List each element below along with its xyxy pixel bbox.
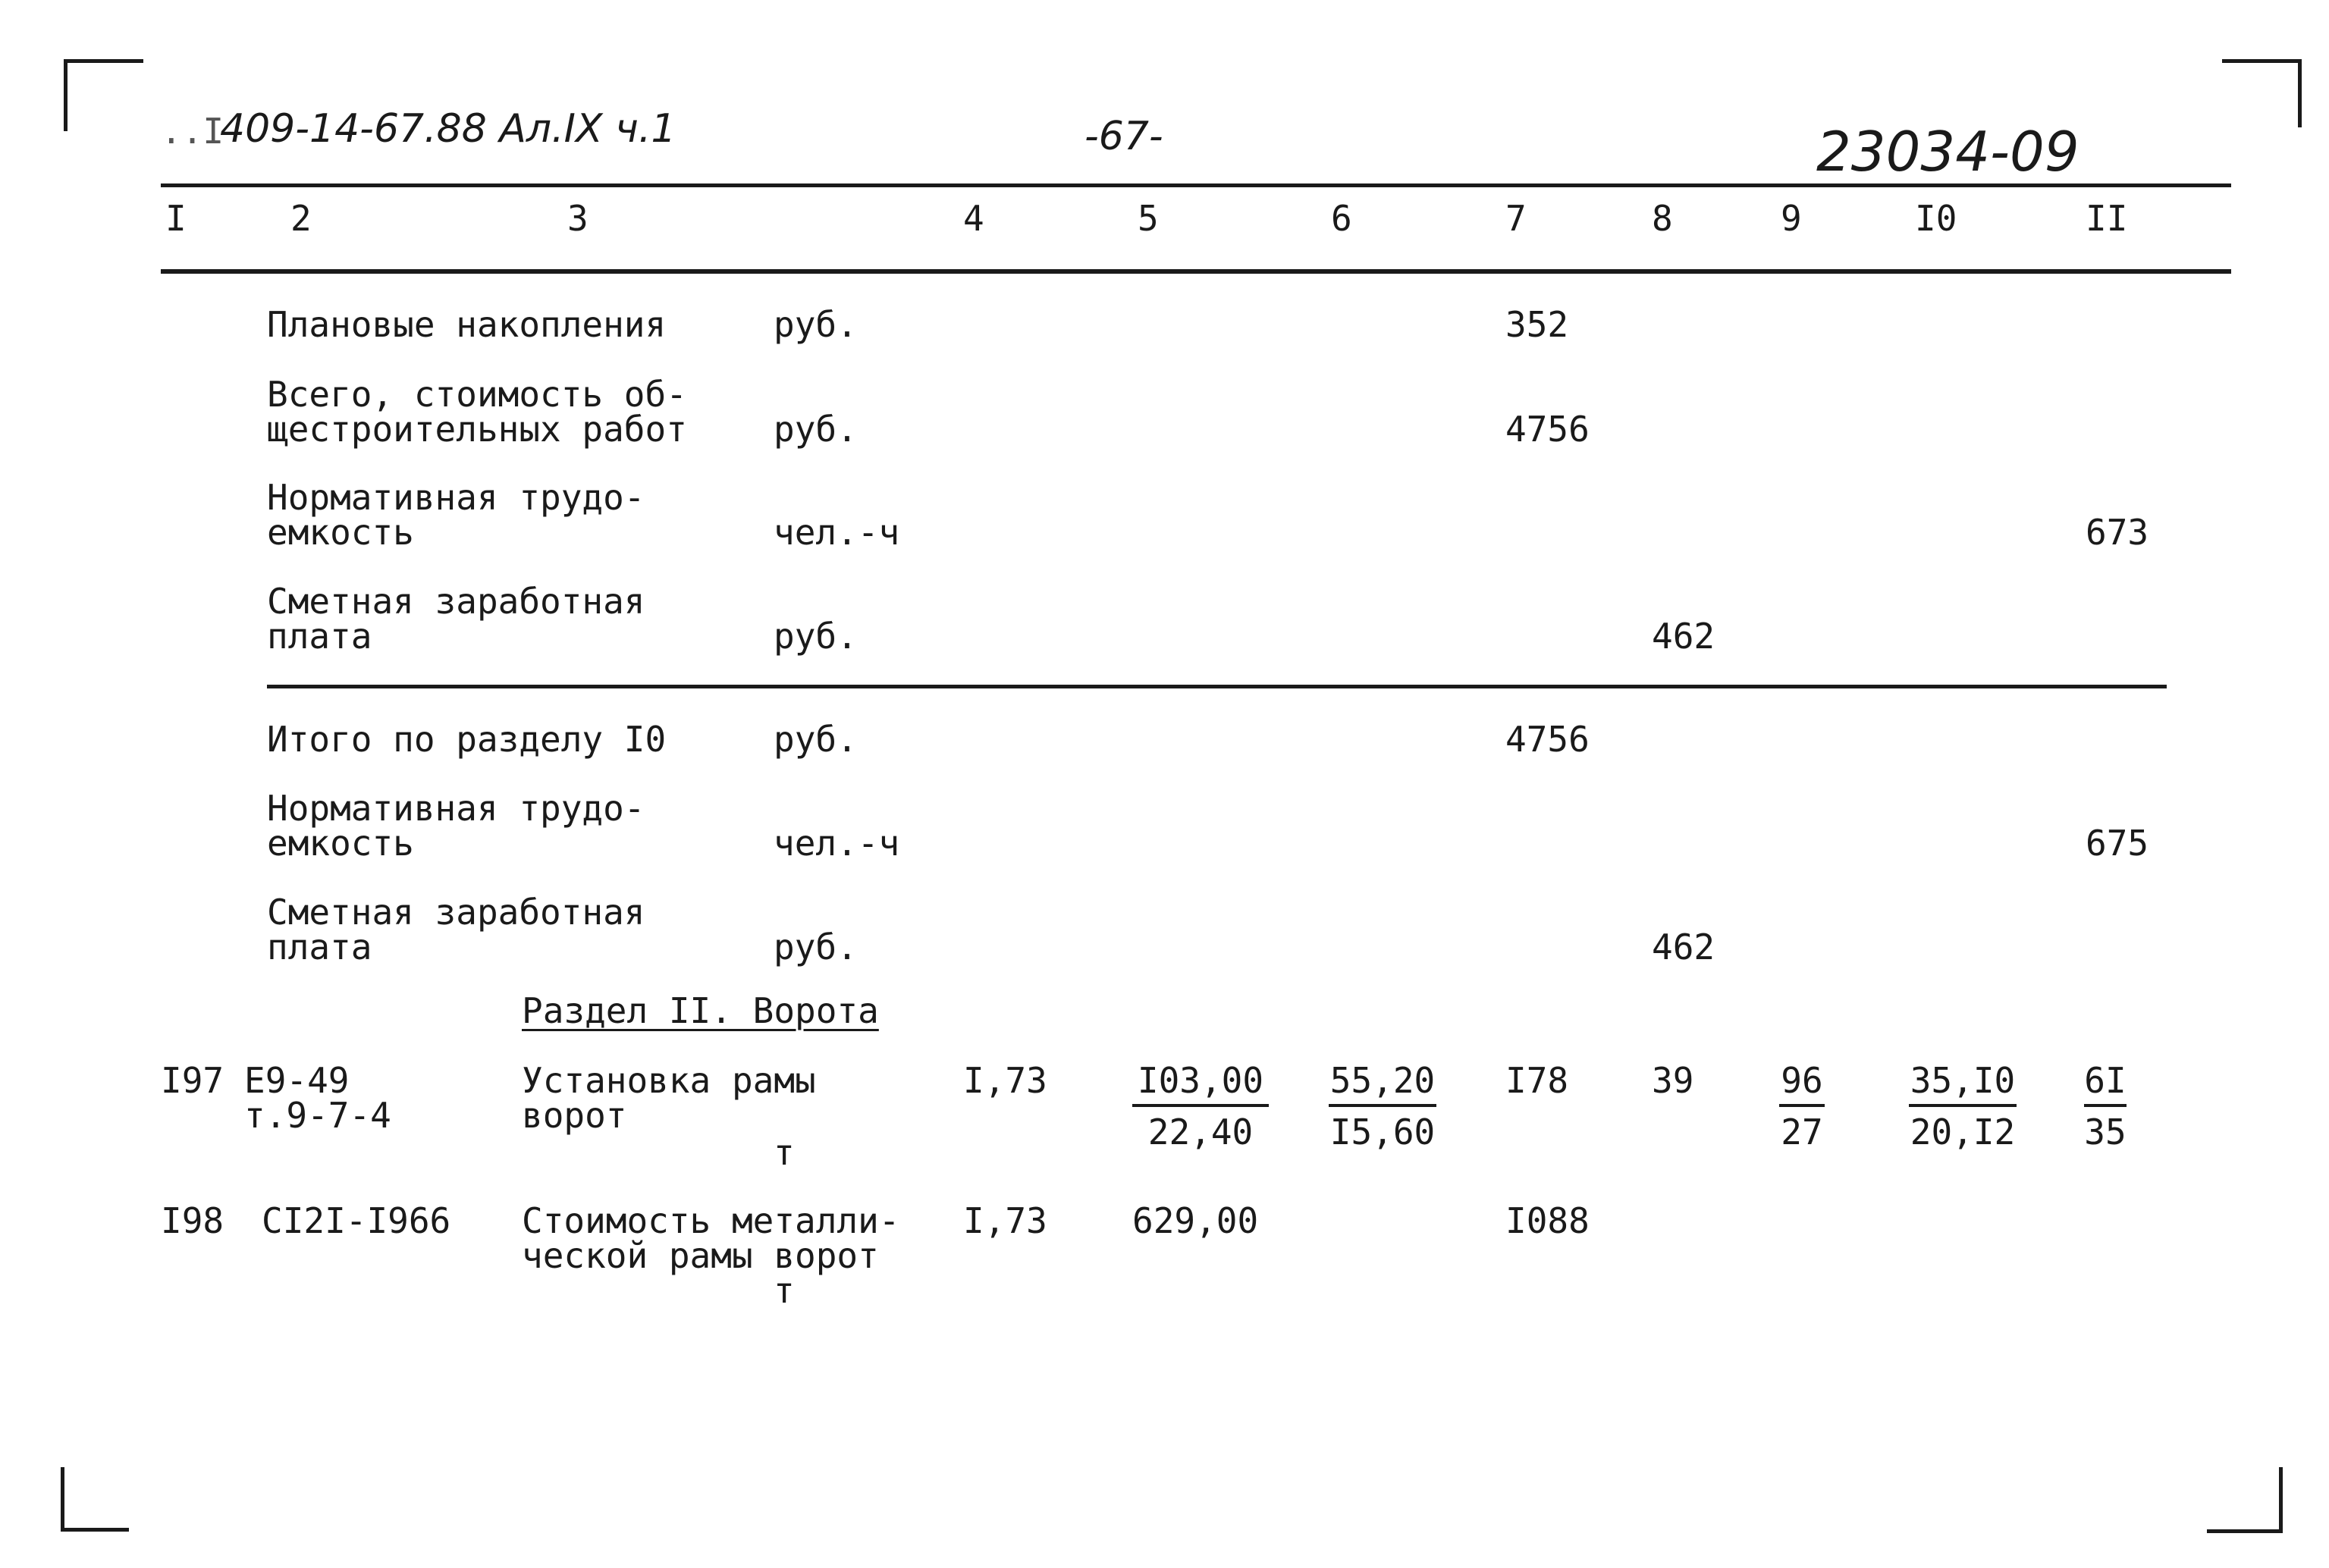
row-col11-fraction	[2084, 1060, 2127, 1152]
row-number: I98	[161, 1200, 224, 1241]
corner-mark-top-right	[2222, 59, 2302, 127]
column-header-8: 8	[1652, 198, 1673, 239]
summary-unit: чел.-ч	[774, 823, 900, 864]
row-col6-fraction	[1329, 1060, 1436, 1152]
row-col7: I088	[1505, 1200, 1590, 1241]
summary-unit: чел.-ч	[774, 512, 900, 553]
header-rule-bottom	[161, 269, 2231, 274]
summary-name: Плановые накопления	[267, 304, 667, 345]
row-unit: т	[774, 1270, 795, 1311]
doc-code: 409-14-67.88 Ал.IX ч.1	[220, 106, 676, 152]
summary-name: Нормативная трудо-	[267, 477, 645, 518]
summary-name: Сметная заработная	[267, 892, 645, 933]
summary-name-cont: плата	[267, 927, 372, 967]
summary-name-cont: плата	[267, 616, 372, 657]
row-code: СI2I-I966	[262, 1200, 451, 1241]
row-col4: I,73	[963, 1060, 1047, 1101]
row-col4: I,73	[963, 1200, 1047, 1241]
row-code-cont: т.9-7-4	[244, 1095, 391, 1136]
row-col10-fraction	[1909, 1060, 2017, 1152]
row-col7: I78	[1505, 1060, 1569, 1101]
corner-mark-bottom-left	[61, 1467, 129, 1532]
fraction-denominator: 27	[1781, 1112, 1823, 1152]
corner-mark-bottom-right	[2207, 1467, 2283, 1533]
section-divider	[267, 685, 2167, 688]
column-header-2: 2	[290, 198, 312, 239]
column-header-7: 7	[1505, 198, 1527, 239]
column-header-10: I0	[1915, 198, 1957, 239]
summary-unit: руб.	[774, 304, 858, 345]
summary-unit: руб.	[774, 616, 858, 657]
column-header-1: I	[165, 198, 187, 239]
row-unit: т	[774, 1132, 795, 1173]
page-number: -67-	[1084, 114, 1163, 159]
fraction-numerator: I03,00	[1132, 1063, 1269, 1107]
row-name-cont: ческой рамы ворот	[522, 1235, 879, 1276]
summary-value: 673	[2086, 512, 2149, 553]
column-header-3: 3	[567, 198, 589, 239]
row-name: Установка рамы	[522, 1060, 816, 1101]
summary-value: 4756	[1505, 719, 1590, 760]
summary-name-cont: щестроительных работ	[267, 409, 687, 450]
column-header-6: 6	[1331, 198, 1352, 239]
section-heading: Раздел II. Ворота	[522, 990, 879, 1031]
row-number: I97	[161, 1060, 224, 1101]
column-header-9: 9	[1781, 198, 1802, 239]
summary-unit: руб.	[774, 927, 858, 967]
fraction-denominator: 22,40	[1147, 1112, 1254, 1152]
row-col8: 39	[1652, 1060, 1694, 1101]
fraction-numerator: 35,I0	[1909, 1063, 2017, 1107]
summary-name: Итого по разделу I0	[267, 719, 667, 760]
inventory-number: 23034-09	[1816, 120, 2079, 183]
row-name: Стоимость металли-	[522, 1200, 900, 1241]
row-col5: 629,00	[1132, 1200, 1259, 1241]
summary-unit: руб.	[774, 409, 858, 450]
summary-name: Сметная заработная	[267, 581, 645, 622]
summary-value: 352	[1505, 304, 1569, 345]
row-col9-fraction	[1779, 1060, 1825, 1152]
row-name-cont: ворот	[522, 1095, 627, 1136]
fraction-numerator: 96	[1779, 1063, 1825, 1107]
column-header-11: II	[2086, 198, 2128, 239]
row-code: Е9-49	[244, 1060, 350, 1101]
doc-prefix: ..I	[161, 111, 224, 152]
summary-name-cont: емкость	[267, 512, 414, 553]
column-header-5: 5	[1138, 198, 1159, 239]
summary-value: 462	[1652, 927, 1715, 967]
fraction-numerator: 55,20	[1329, 1063, 1436, 1107]
row-col5-fraction	[1132, 1060, 1269, 1152]
summary-name: Нормативная трудо-	[267, 788, 645, 829]
summary-name-cont: емкость	[267, 823, 414, 864]
column-header-4: 4	[963, 198, 984, 239]
summary-name: Всего, стоимость об-	[267, 374, 687, 415]
summary-unit: руб.	[774, 719, 858, 760]
header-rule-top	[161, 183, 2231, 187]
fraction-numerator: 6I	[2084, 1063, 2127, 1107]
summary-value: 4756	[1505, 409, 1590, 450]
fraction-denominator: I5,60	[1329, 1112, 1436, 1152]
summary-value: 462	[1652, 616, 1715, 657]
fraction-denominator: 35	[2084, 1112, 2127, 1152]
corner-mark-top-left	[64, 59, 143, 131]
summary-value: 675	[2086, 823, 2149, 864]
fraction-denominator: 20,I2	[1910, 1112, 2016, 1152]
